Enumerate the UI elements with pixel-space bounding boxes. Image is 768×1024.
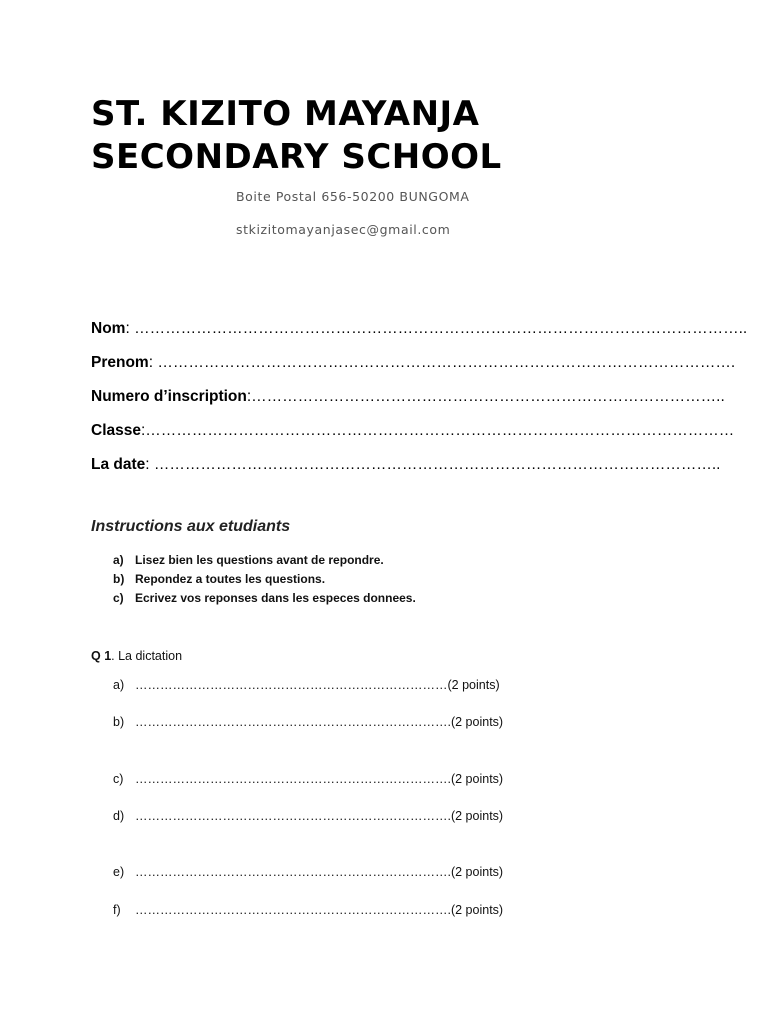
field-numero-label: Numero d’inscription bbox=[91, 388, 247, 405]
school-email: stkizitomayanjasec@gmail.com bbox=[236, 222, 451, 237]
field-numero-inscription bbox=[91, 388, 725, 406]
instruction-text: Repondez a toutes les questions. bbox=[135, 572, 326, 586]
instructions-heading: Instructions aux etudiants bbox=[91, 518, 291, 535]
field-numero-blank: :……………………………………………………………………………….. bbox=[246, 388, 725, 405]
answer-blank: ………………………………………………………………….(2 points) bbox=[135, 715, 504, 729]
answer-line-f bbox=[113, 903, 503, 917]
answer-line-c bbox=[113, 772, 503, 786]
field-classe-blank: :…………………………………………………………………………………………………… bbox=[140, 422, 735, 439]
school-name-line-1: ST. KIZITO MAYANJA bbox=[91, 94, 480, 134]
school-name-line-2: SECONDARY SCHOOL bbox=[91, 137, 502, 177]
field-date bbox=[91, 456, 721, 474]
field-classe-label: Classe bbox=[91, 422, 141, 439]
question-1-heading bbox=[91, 649, 182, 663]
instruction-item bbox=[113, 553, 384, 567]
field-date-blank: : ……………………………………………………………………………………………….. bbox=[145, 456, 721, 473]
instruction-text: Lisez bien les questions avant de repondre. bbox=[135, 553, 384, 567]
answer-marker: a) bbox=[113, 678, 125, 692]
answer-marker: b) bbox=[113, 715, 125, 729]
postal-address: Boite Postal 656-50200 BUNGOMA bbox=[236, 189, 470, 204]
instruction-marker: c) bbox=[113, 591, 124, 605]
instruction-text: Ecrivez vos reponses dans les especes donnees. bbox=[135, 591, 416, 605]
answer-blank: ………………………………………………………………….(2 points) bbox=[135, 903, 504, 917]
field-prenom-label: Prenom bbox=[91, 354, 149, 371]
instruction-item bbox=[113, 572, 325, 586]
answer-line-e bbox=[113, 865, 503, 879]
answer-blank: ………………………………………………………………….(2 points) bbox=[135, 865, 504, 879]
field-nom-label: Nom bbox=[91, 320, 126, 337]
answer-marker: f) bbox=[113, 903, 121, 917]
answer-line-b bbox=[113, 715, 503, 729]
question-1-number: Q 1 bbox=[91, 649, 112, 663]
instruction-item bbox=[113, 591, 416, 605]
field-nom-blank: : ……………………………………………………………………………………………………….. bbox=[125, 320, 748, 337]
answer-marker: d) bbox=[113, 809, 125, 823]
field-nom bbox=[91, 320, 747, 338]
answer-blank: …………………………………………………………………(2 points) bbox=[135, 678, 500, 692]
field-prenom-blank: : …………………………………………………………………………………………………. bbox=[148, 354, 736, 371]
instruction-marker: a) bbox=[113, 553, 124, 567]
field-date-label: La date bbox=[91, 456, 146, 473]
field-classe bbox=[91, 422, 734, 440]
answer-marker: c) bbox=[113, 772, 124, 786]
answer-blank: ………………………………………………………………….(2 points) bbox=[135, 772, 504, 786]
answer-line-d bbox=[113, 809, 503, 823]
school-name bbox=[91, 93, 502, 179]
question-1-title: . La dictation bbox=[111, 649, 183, 663]
instruction-marker: b) bbox=[113, 572, 125, 586]
answer-blank: ………………………………………………………………….(2 points) bbox=[135, 809, 504, 823]
answer-line-a bbox=[113, 678, 500, 692]
field-prenom bbox=[91, 354, 735, 372]
answer-marker: e) bbox=[113, 865, 125, 879]
